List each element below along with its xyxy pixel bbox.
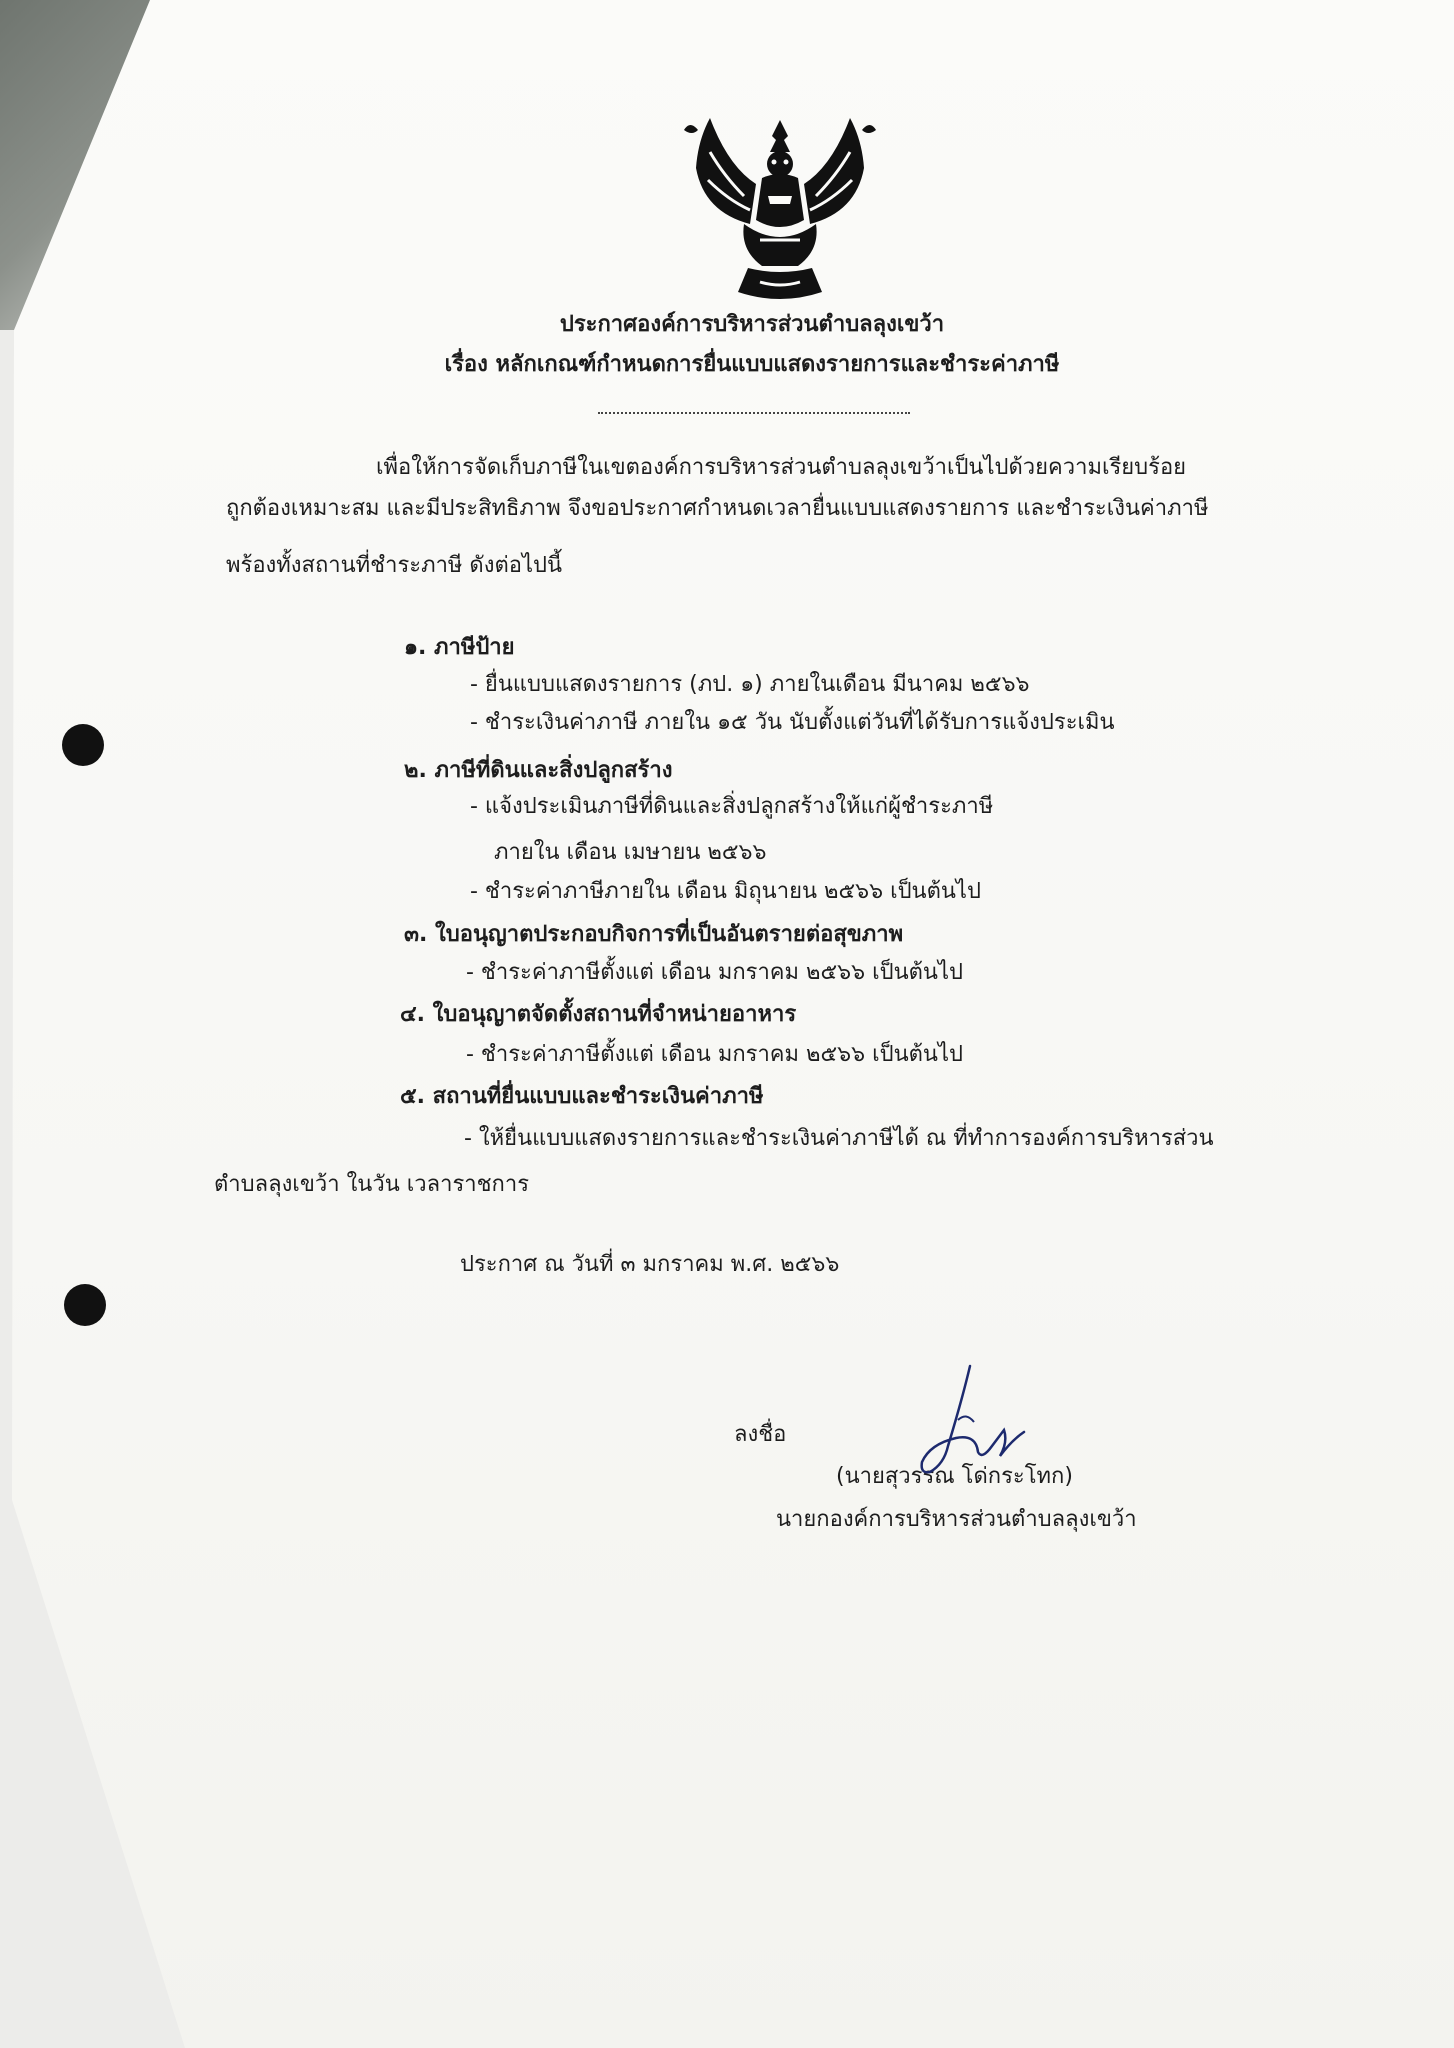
section-3-heading: ๓. ใบอนุญาตประกอบกิจการที่เป็นอันตรายต่อสุขภาพ [404, 922, 904, 947]
signer-position: นายกองค์การบริหารส่วนตำบลลุงเขว้า [776, 1507, 1137, 1532]
intro-line-1: เพื่อให้การจัดเก็บภาษีในเขตองค์การบริหารส่วนตำบลลุงเขว้าเป็นไปด้วยความเรียบร้อย [376, 455, 1187, 480]
section-1-heading: ๑. ภาษีป้าย [404, 635, 515, 660]
section-4-item-1: - ชำระค่าภาษีตั้งแต่ เดือน มกราคม ๒๕๖๖ เป็นต้นไป [466, 1042, 963, 1067]
document-title: ประกาศองค์การบริหารส่วนตำบลลุงเขว้า [559, 312, 945, 337]
section-2-item-1: - แจ้งประเมินภาษีที่ดินและสิ่งปลูกสร้างให้แก่ผู้ชำระภาษี [470, 794, 994, 819]
punch-hole-top [62, 724, 104, 766]
section-5-heading: ๕. สถานที่ยื่นแบบและชำระเงินค่าภาษี [400, 1084, 764, 1109]
separator-line [598, 412, 910, 414]
section-5-item-2: ตำบลลุงเขว้า ในวัน เวลาราชการ [214, 1172, 530, 1197]
signer-name: (นายสุวรรณ โด่กระโทก) [836, 1464, 1073, 1489]
punch-hole-bottom [64, 1284, 106, 1326]
section-2-item-2: ภายใน เดือน เมษายน ๒๕๖๖ [494, 840, 767, 865]
section-1-item-2: - ชำระเงินค่าภาษี ภายใน ๑๕ วัน นับตั้งแต่วันที่ได้รับการแจ้งประเมิน [470, 710, 1115, 735]
intro-line-2: ถูกต้องเหมาะสม และมีประสิทธิภาพ จึงขอประกาศกำหนดเวลายื่นแบบแสดงรายการ และชำระเงินค่าภาษี [226, 496, 1209, 521]
announcement-date: ประกาศ ณ วันที่ ๓ มกราคม พ.ศ. ๒๕๖๖ [460, 1252, 840, 1277]
section-2-item-3: - ชำระค่าภาษีภายใน เดือน มิถุนายน ๒๕๖๖ เป็นต้นไป [470, 879, 981, 904]
section-4-heading: ๔. ใบอนุญาตจัดตั้งสถานที่จำหน่ายอาหาร [400, 1002, 797, 1027]
section-1-item-1: - ยื่นแบบแสดงรายการ (ภป. ๑) ภายในเดือน มีนาคม ๒๕๖๖ [470, 672, 1030, 697]
section-3-item-1: - ชำระค่าภาษีตั้งแต่ เดือน มกราคม ๒๕๖๖ เป็นต้นไป [466, 960, 963, 985]
sign-label: ลงชื่อ [734, 1422, 787, 1447]
section-5-item-1: - ให้ยื่นแบบแสดงรายการและชำระเงินค่าภาษีได้ ณ ที่ทำการองค์การบริหารส่วน [464, 1126, 1214, 1151]
section-2-heading: ๒. ภาษีที่ดินและสิ่งปลูกสร้าง [404, 758, 673, 783]
garuda-emblem-icon [680, 100, 880, 305]
intro-line-3: พร้องทั้งสถานที่ชำระภาษี ดังต่อไปนี้ [226, 553, 563, 578]
signature-icon [900, 1360, 1030, 1490]
document-subject: เรื่อง หลักเกณฑ์กำหนดการยื่นแบบแสดงรายการและชำระค่าภาษี [444, 352, 1060, 377]
